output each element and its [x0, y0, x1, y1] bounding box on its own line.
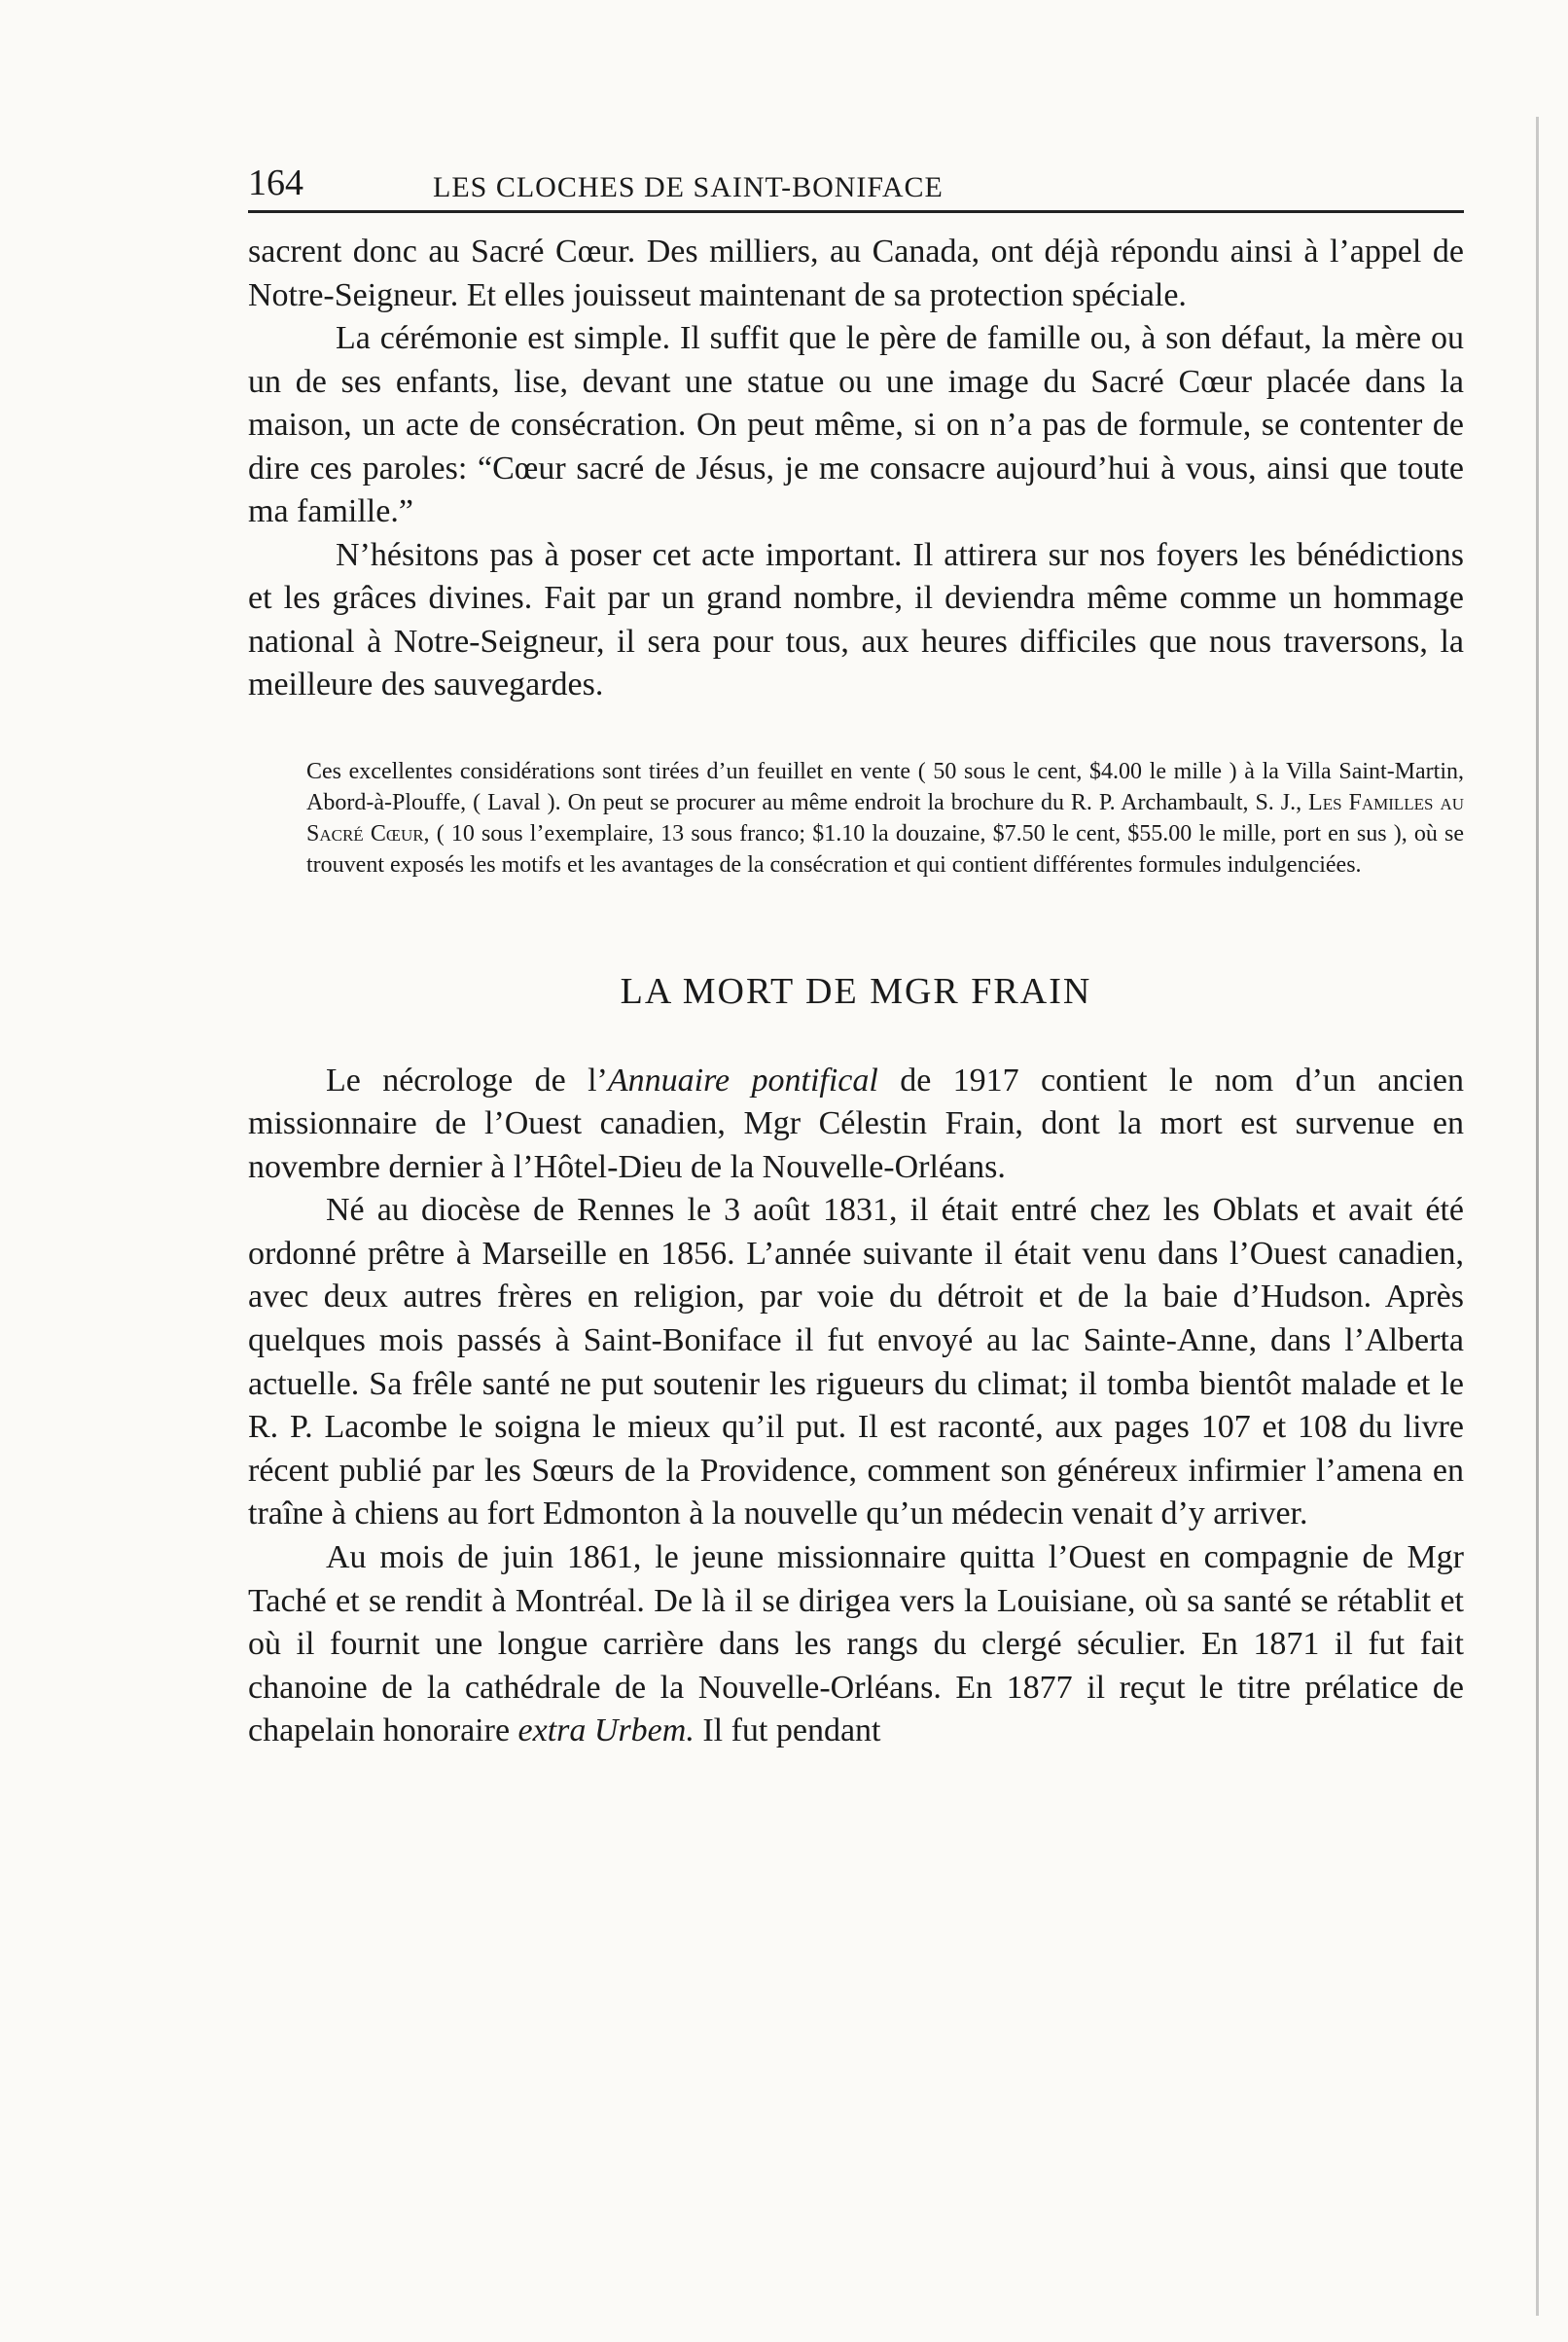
paragraph: La cérémonie est simple. Il suffit que le père de famille ou, à son défaut, la mère ou un de ses enfants, lise, devant une statue ou une image du Sacré Cœur placée dans la maison, un acte de consécration. On peut même, si on n’a pas de formule, se contenter de dire ces paroles: “Cœur sacré de Jésus, je me consacre aujourd’hui à vous, ainsi que toute ma famille.” [248, 320, 1464, 529]
section-text [248, 1060, 1464, 1754]
paragraph: Né au diocèse de Rennes le 3 août 1831, il était entré chez les Oblats et avait été ordonné prêtre à Marseille en 1856. L’année suivante il était venu dans l’Ouest canadien, avec deux autres frères en religion, par voie du détroit et de la baie d’Hudson. Après quelques mois passés à Saint-Boniface il fut envoyé au lac Sainte-Anne, dans l’Alberta actuelle. Sa frêle santé ne put soutenir les rigueurs du climat; il tomba bientôt malade et le R. P. Lacombe le soigna le mieux qu’il put. Il est raconté, aux pages 107 et 108 du livre récent publié par les Sœurs de la Providence, comment son généreux infirmier l’amena en traîne à chiens au fort Edmonton à la nouvelle qu’un médecin venait d’y arriver. [248, 1192, 1464, 1532]
intro-text [248, 231, 1464, 707]
paragraph: Le nécrologe de l’Annuaire pontifical de 1917 contient le nom d’un ancien missionnaire de l’Ouest canadien, Mgr Célestin Frain, dont la mort est survenue en novembre dernier à l’Hôtel-Dieu de la Nouvelle-Orléans. [248, 1062, 1464, 1185]
paragraph: Au mois de juin 1861, le jeune missionnaire quitta l’Ouest en compagnie de Mgr Taché et se rendit à Montréal. De là il se dirigea vers la Louisiane, où sa santé se rétablit et où il fournit une longue carrière dans les rangs du clergé séculier. En 1871 il fut fait chanoine de la cathédrale de la Nouvelle-Orléans. En 1877 il reçut le titre prélatice de chapelain honoraire extra Urbem. Il fut pendant [248, 1539, 1464, 1749]
page-header [248, 146, 1464, 213]
page [248, 146, 1464, 1753]
page-edge [1536, 117, 1539, 2316]
footnote-book-title: Les Familles au Sacré Cœur, [306, 789, 1465, 847]
italic-title: Annuaire pontifical [607, 1062, 878, 1099]
paragraph: sacrent donc au Sacré Cœur. Des milliers, au Canada, ont déjà répondu ainsi à l’appel de Notre-Seigneur. Et elles jouisseut maintenant de sa protection spéciale. [248, 234, 1464, 313]
footnote-text: ( 10 sous l’exemplaire, 13 sous franco; $1.10 la douzaine, $7.50 le cent, $55.00 le mille, port en sus ), où se trouvent exposés les motifs et les avantages de la consécration et qui contient différentes formules indulgenciées. [306, 820, 1464, 878]
page-number: 164 [248, 162, 303, 203]
italic-phrase: extra Urbem. [517, 1712, 695, 1749]
running-head: LES CLOCHES DE SAINT-BONIFACE [433, 171, 944, 203]
footnote-text: Ces excellentes considérations sont tirées d’un feuillet en vente ( 50 sous le cent, $4.00 le mille ) à la Villa Saint-Martin, Abord-à-Plouffe, ( Laval ). On peut se procurer au même endroit la brochure du R. P. Archambault, S. J., [306, 758, 1464, 815]
section-title: LA MORT DE MGR FRAIN [620, 970, 1092, 1012]
paragraph: N’hésitons pas à poser cet acte important. Il attirera sur nos foyers les bénédictions et les grâces divines. Fait par un grand nombre, il deviendra même comme un hommage national à Notre-Seigneur, il sera pour tous, aux heures difficiles que nous traversons, la meilleure des sauvegardes. [248, 536, 1464, 703]
footnote [306, 756, 1464, 881]
